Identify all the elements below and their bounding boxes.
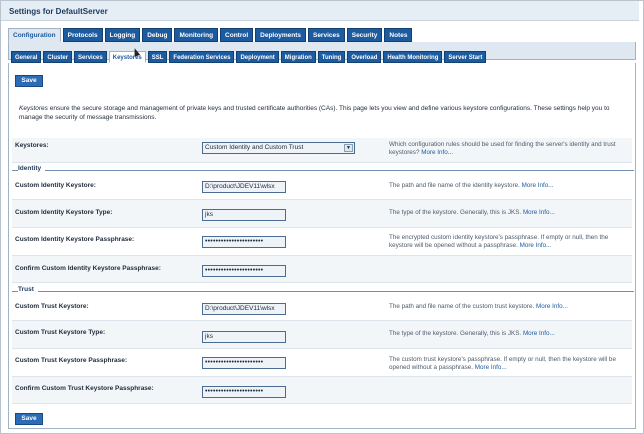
trust-keystore-more-info-link[interactable]: More Info... [536, 303, 568, 310]
intro-body: ensure the secure storage and management of private keys and trusted certificate authorities (CAs). This page lets you view and define various keystore configurations. These settings help you to manage the security of message transmissions. [19, 105, 610, 121]
trust-keystore-type-row [12, 321, 632, 349]
trust-passphrase-row [12, 349, 632, 377]
custom-trust-passphrase-input[interactable]: •••••••••••••••••••••• [202, 357, 286, 369]
custom-trust-passphrase-label: Custom Trust Keystore Passphrase: [15, 357, 127, 364]
intro-keyword: Keystores [19, 105, 48, 112]
trust-passphrase-more-info-link[interactable]: More Info... [474, 364, 507, 371]
custom-identity-passphrase-input[interactable]: •••••••••••••••••••••• [202, 236, 286, 248]
trust-section-header [12, 286, 634, 296]
confirm-trust-passphrase-input[interactable]: •••••••••••••••••••••• [202, 386, 286, 398]
trust-passphrase-help [389, 356, 629, 372]
trust-keystore-help [389, 303, 629, 311]
custom-trust-keystore-input[interactable]: D:\product\JDEV11\wlsx [202, 303, 286, 315]
section-divider [12, 291, 634, 292]
custom-trust-keystore-label: Custom Trust Keystore: [15, 303, 89, 310]
tab-debug[interactable]: Debug [142, 28, 172, 42]
tab-deployments[interactable]: Deployments [255, 28, 306, 42]
keystores-select[interactable] [202, 142, 355, 154]
subtab-overload[interactable]: Overload [347, 51, 381, 63]
identity-passphrase-help-text: The encrypted custom identity keystore's passphrase. If empty or null, then the keystore will be opened without a passphrase. [389, 234, 609, 249]
identity-confirm-passphrase-row [12, 256, 632, 283]
custom-identity-keystore-type-input[interactable]: jks [202, 209, 286, 221]
save-button-bottom[interactable]: Save [15, 413, 43, 425]
identity-passphrase-more-info-link[interactable]: More Info... [519, 242, 552, 249]
subtab-services[interactable]: Services [74, 51, 107, 63]
confirm-trust-passphrase-label: Confirm Custom Trust Keystore Passphrase: [15, 385, 154, 392]
custom-identity-keystore-label: Custom Identity Keystore: [15, 182, 96, 189]
top-tab-bar [8, 28, 412, 42]
trust-keystore-type-more-info-link[interactable]: More Info... [522, 330, 555, 337]
tab-logging[interactable]: Logging [105, 28, 141, 42]
tab-monitoring[interactable]: Monitoring [174, 28, 218, 42]
subtab-cluster[interactable]: Cluster [43, 51, 72, 63]
trust-keystore-type-help [389, 330, 629, 338]
trust-passphrase-help-text: The custom trust keystore's passphrase. If empty or null, then the keystore will be opened without a passphrase. [389, 356, 616, 371]
chevron-down-icon: ▼ [344, 144, 353, 152]
custom-identity-passphrase-label: Custom Identity Keystore Passphrase: [15, 236, 135, 243]
section-divider [12, 170, 634, 171]
identity-passphrase-help [389, 234, 629, 250]
keystores-help-text: Which configuration rules should be used for finding the server's identity and trust keystores? [389, 141, 616, 156]
subtab-migration[interactable]: Migration [281, 51, 316, 63]
identity-keystore-type-help-text: The type of the keystore. Generally, this is JKS. [389, 209, 522, 216]
tab-configuration[interactable]: Configuration [8, 28, 61, 42]
identity-keystore-type-row [12, 200, 632, 228]
tab-services[interactable]: Services [308, 28, 345, 42]
identity-passphrase-row [12, 228, 632, 256]
sub-tab-bar [11, 51, 486, 63]
tab-security[interactable]: Security [347, 28, 383, 42]
trust-keystore-type-help-text: The type of the keystore. Generally, this is JKS. [389, 330, 522, 337]
trust-confirm-passphrase-row [12, 377, 632, 404]
custom-trust-keystore-type-label: Custom Trust Keystore Type: [15, 329, 106, 336]
save-button-top[interactable]: Save [15, 75, 43, 87]
custom-identity-keystore-type-label: Custom Identity Keystore Type: [15, 209, 113, 216]
subtab-tuning[interactable]: Tuning [318, 51, 346, 63]
subtab-health-monitoring[interactable]: Health Monitoring [383, 51, 442, 63]
identity-section-header [12, 165, 634, 175]
subtab-deployment[interactable]: Deployment [236, 51, 278, 63]
page-title: Settings for DefaultServer [9, 7, 108, 16]
tab-protocols[interactable]: Protocols [63, 28, 103, 42]
identity-keystore-more-info-link[interactable]: More Info... [521, 182, 554, 189]
tab-notes[interactable]: Notes [384, 28, 412, 42]
identity-keystore-type-help [389, 209, 629, 217]
subtab-general[interactable]: General [11, 51, 41, 63]
keystores-row [12, 138, 632, 163]
identity-keystore-type-more-info-link[interactable]: More Info... [522, 209, 555, 216]
keystores-help [389, 141, 629, 157]
identity-section-title: Identity [18, 165, 45, 172]
subtab-keystores[interactable]: Keystores [109, 51, 146, 63]
subtab-federation-services[interactable]: Federation Services [169, 51, 234, 63]
keystores-label: Keystores: [15, 142, 49, 149]
trust-section-title: Trust [18, 286, 38, 293]
keystores-selected-value: Custom Identity and Custom Trust [205, 144, 304, 151]
intro-text [19, 104, 627, 122]
custom-identity-keystore-input[interactable]: D:\product\JDEV11\wlsx [202, 181, 286, 193]
tab-control[interactable]: Control [220, 28, 253, 42]
trust-keystore-help-text: The path and file name of the custom trust keystore. [389, 303, 535, 310]
keystores-more-info-link[interactable]: More Info... [421, 149, 454, 156]
confirm-identity-passphrase-input[interactable]: •••••••••••••••••••••• [202, 265, 286, 277]
custom-trust-keystore-type-input[interactable]: jks [202, 331, 286, 343]
identity-keystore-row [12, 176, 632, 200]
title-bar [1, 1, 639, 21]
subtab-server-start[interactable]: Server Start [444, 51, 486, 63]
trust-keystore-row [12, 297, 632, 321]
confirm-identity-passphrase-label: Confirm Custom Identity Keystore Passphrase: [15, 265, 161, 272]
subtab-ssl[interactable]: SSL [148, 51, 168, 63]
identity-keystore-help-text: The path and file name of the identity keystore. [389, 182, 520, 189]
identity-keystore-help [389, 182, 629, 190]
